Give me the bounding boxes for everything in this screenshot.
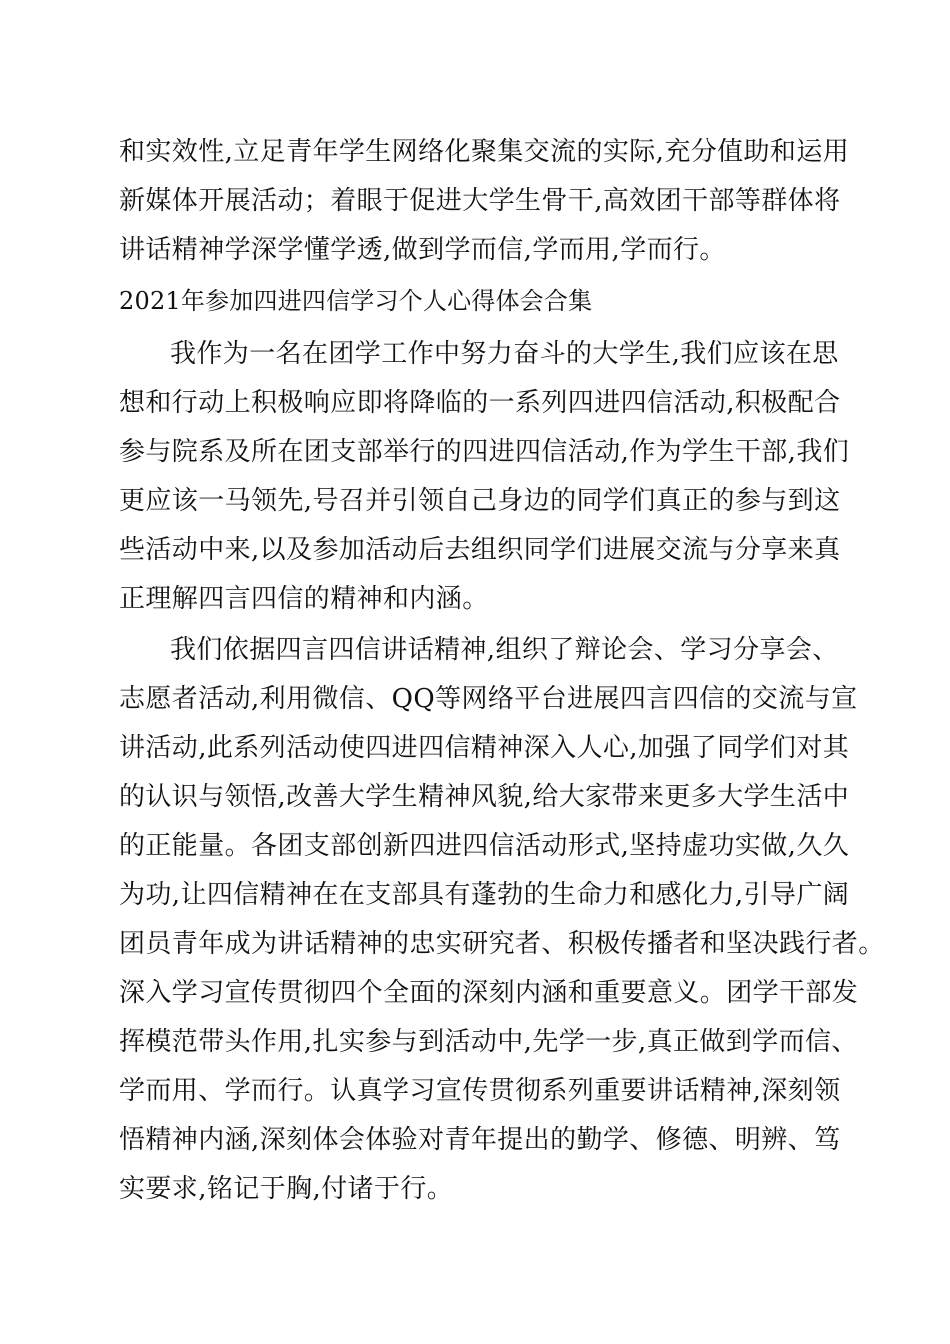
paragraph-line: 挥模范带头作用,扎实参与到活动中,先学一步,真正做到学而信、: [119, 1027, 858, 1057]
paragraph-line: 更应该一马领先,号召并引领自己身边的同学们真正的参与到这: [119, 486, 841, 516]
paragraph-line: 正理解四言四信的精神和内涵。: [119, 584, 489, 614]
paragraph-line: 为功,让四信精神在在支部具有蓬勃的生命力和感化力,引导广阔: [119, 880, 850, 910]
paragraph-line: 实要求,铭记于胸,付诸于行。: [119, 1174, 454, 1204]
intro-line: 和实效性,立足青年学生网络化聚集交流的实际,充分值助和运用: [119, 137, 850, 167]
paragraph-line: 我们依据四言四信讲话精神,组织了辩论会、学习分享会、: [170, 635, 839, 665]
paragraph-line: 悟精神内涵,深刻体会体验对青年提出的勤学、修德、明辨、笃: [119, 1125, 841, 1155]
intro-line: 新媒体开展活动；着眼于促进大学生骨干,高效团干部等群体将: [119, 186, 841, 216]
paragraph-line: 参与院系及所在团支部举行的四进四信活动,作为学生干部,我们: [119, 437, 850, 467]
paragraph-line: 团员青年成为讲话精神的忠实研究者、积极传播者和坚决践行者。: [119, 929, 885, 959]
paragraph-line: 些活动中来,以及参加活动后去组织同学们进展交流与分享来真: [119, 535, 841, 565]
paragraph-line: 的认识与领悟,改善大学生精神风貌,给大家带来更多大学生活中: [119, 782, 850, 812]
intro-line: 讲话精神学深学懂学透,做到学而信,学而用,学而行。: [119, 235, 726, 265]
paragraph-line: 讲活动,此系列活动使四进四信精神深入人心,加强了同学们对其: [119, 733, 850, 763]
paragraph-line: 学而用、学而行。认真学习宣传贯彻系列重要讲话精神,深刻领: [119, 1076, 841, 1106]
paragraph-line: 我作为一名在团学工作中努力奋斗的大学生,我们应该在思: [170, 339, 839, 369]
paragraph-line: 的正能量。各团支部创新四进四信活动形式,坚持虚功实做,久久: [119, 831, 850, 861]
paragraph-line: 想和行动上积极响应即将降临的一系列四进四信活动,积极配合: [119, 388, 841, 418]
section-title: 2021年参加四进四信学习个人心得体会合集: [119, 287, 593, 315]
paragraph-line: 深入学习宣传贯彻四个全面的深刻内涵和重要意义。团学干部发: [119, 978, 859, 1008]
paragraph-line: 志愿者活动,利用微信、QQ等网络平台进展四言四信的交流与宣: [119, 684, 858, 714]
